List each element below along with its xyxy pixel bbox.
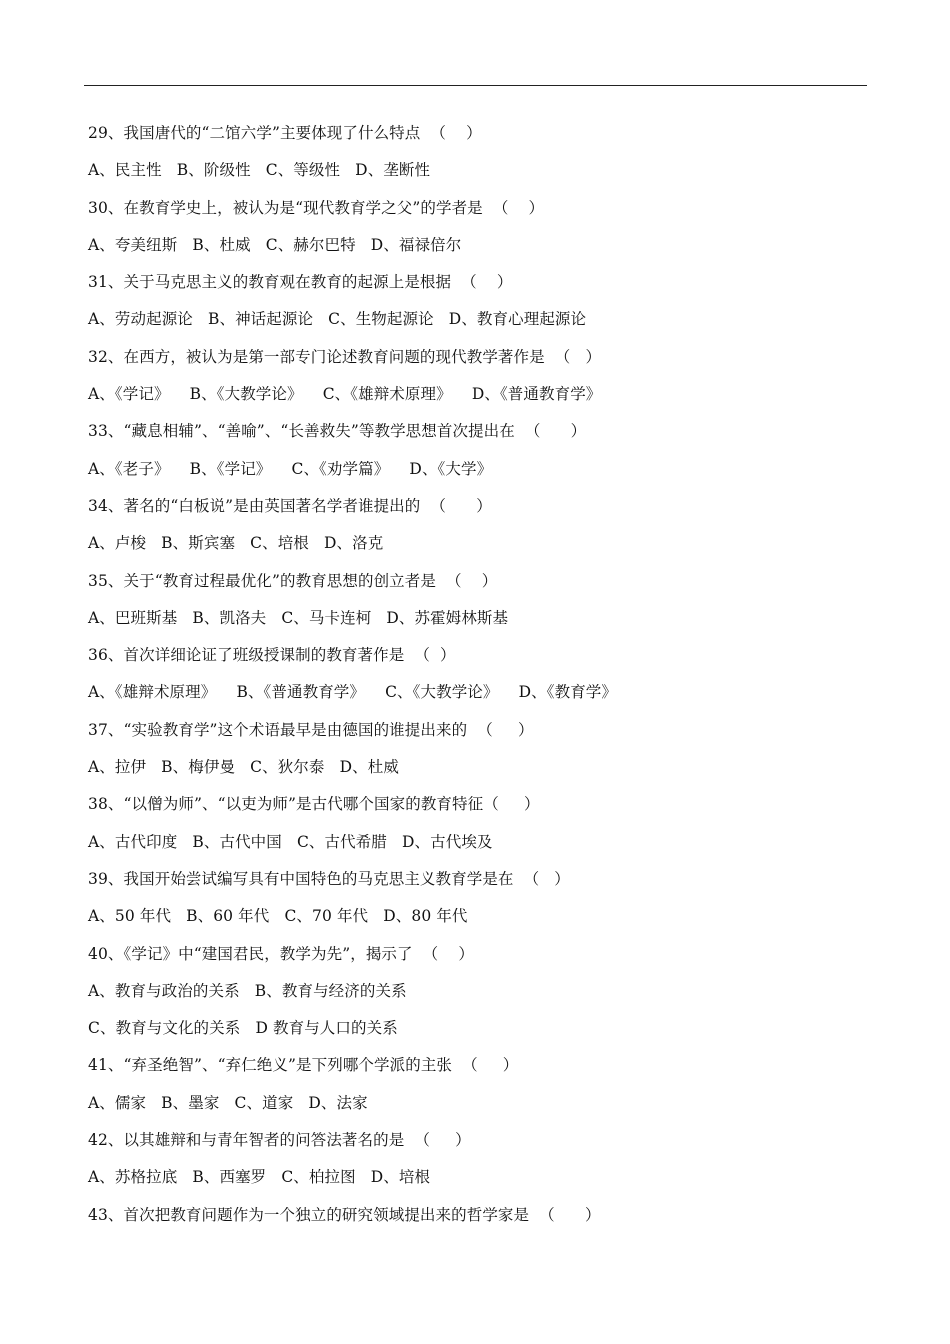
question-42-stem: 42、以其雄辩和与青年智者的问答法著名的是 （ ） [88, 1131, 471, 1150]
question-31-stem: 31、关于马克思主义的教育观在教育的起源上是根据 （ ） [88, 273, 513, 292]
question-39-stem: 39、我国开始尝试编写具有中国特色的马克思主义教育学是在 （ ） [88, 869, 570, 888]
question-32-options: A、《学记》 B、《大教学论》 C、《雄辩术原理》 D、《普通教育学》 [88, 385, 602, 404]
question-40-options-line-1: A、教育与政治的关系 B、教育与经济的关系 [88, 981, 407, 1000]
question-31-options: A、劳动起源论 B、神话起源论 C、生物起源论 D、教育心理起源论 [88, 310, 587, 329]
question-41-stem: 41、“弃圣绝智”、“弃仁绝义”是下列哪个学派的主张 （ ） [88, 1056, 519, 1075]
question-33-options: A、《老子》 B、《学记》 C、《劝学篇》 D、《大学》 [88, 459, 493, 478]
question-40-options-line-2: C、教育与文化的关系 D 教育与人口的关系 [88, 1019, 398, 1038]
question-30-stem: 30、在教育学史上，被认为是“现代教育学之父”的学者是 （ ） [88, 198, 545, 217]
question-33-stem: 33、“藏息相辅”、“善喻”、“长善救失”等教学思想首次提出在 （ ） [88, 422, 587, 441]
question-list [88, 115, 868, 1234]
question-35-options: A、巴班斯基 B、凯洛夫 C、马卡连柯 D、苏霍姆林斯基 [88, 608, 509, 627]
question-42-options: A、苏格拉底 B、西塞罗 C、柏拉图 D、培根 [88, 1168, 431, 1187]
question-34-options: A、卢梭 B、斯宾塞 C、培根 D、洛克 [88, 534, 384, 553]
question-38-stem: 38、“以僧为师”、“以吏为师”是古代哪个国家的教育特征（ ） [88, 795, 540, 814]
question-40-stem: 40、《学记》中“建国君民，教学为先”，揭示了 （ ） [88, 944, 474, 963]
question-41-options: A、儒家 B、墨家 C、道家 D、法家 [88, 1093, 368, 1112]
question-37-stem: 37、“实验教育学”这个术语最早是由德国的谁提出来的 （ ） [88, 720, 534, 739]
question-29-stem: 29、我国唐代的“二馆六学”主要体现了什么特点 （ ） [88, 124, 482, 142]
question-32-stem: 32、在西方，被认为是第一部专门论述教育问题的现代教学著作是 （ ） [88, 347, 602, 366]
question-38-options: A、古代印度 B、古代中国 C、古代希腊 D、古代埃及 [88, 832, 493, 851]
question-36-options: A、《雄辩术原理》 B、《普通教育学》 C、《大教学论》 D、《教育学》 [88, 683, 617, 702]
question-29-options: A、民主性 B、阶级性 C、等级性 D、垄断性 [88, 161, 431, 180]
question-36-stem: 36、首次详细论证了班级授课制的教育著作是 （ ） [88, 646, 456, 665]
question-30-options: A、夸美纽斯 B、杜威 C、赫尔巴特 D、福禄倍尔 [88, 235, 462, 254]
question-37-options: A、拉伊 B、梅伊曼 C、狄尔泰 D、杜威 [88, 758, 399, 777]
question-34-stem: 34、著名的“白板说”是由英国著名学者谁提出的 （ ） [88, 496, 492, 515]
question-43-stem: 43、首次把教育问题作为一个独立的研究领域提出来的哲学家是 （ ） [88, 1205, 601, 1224]
header-rule [84, 85, 867, 86]
question-39-options: A、50 年代 B、60 年代 C、70 年代 D、80 年代 [88, 907, 468, 926]
question-35-stem: 35、关于“教育过程最优化”的教育思想的创立者是 （ ） [88, 571, 498, 590]
